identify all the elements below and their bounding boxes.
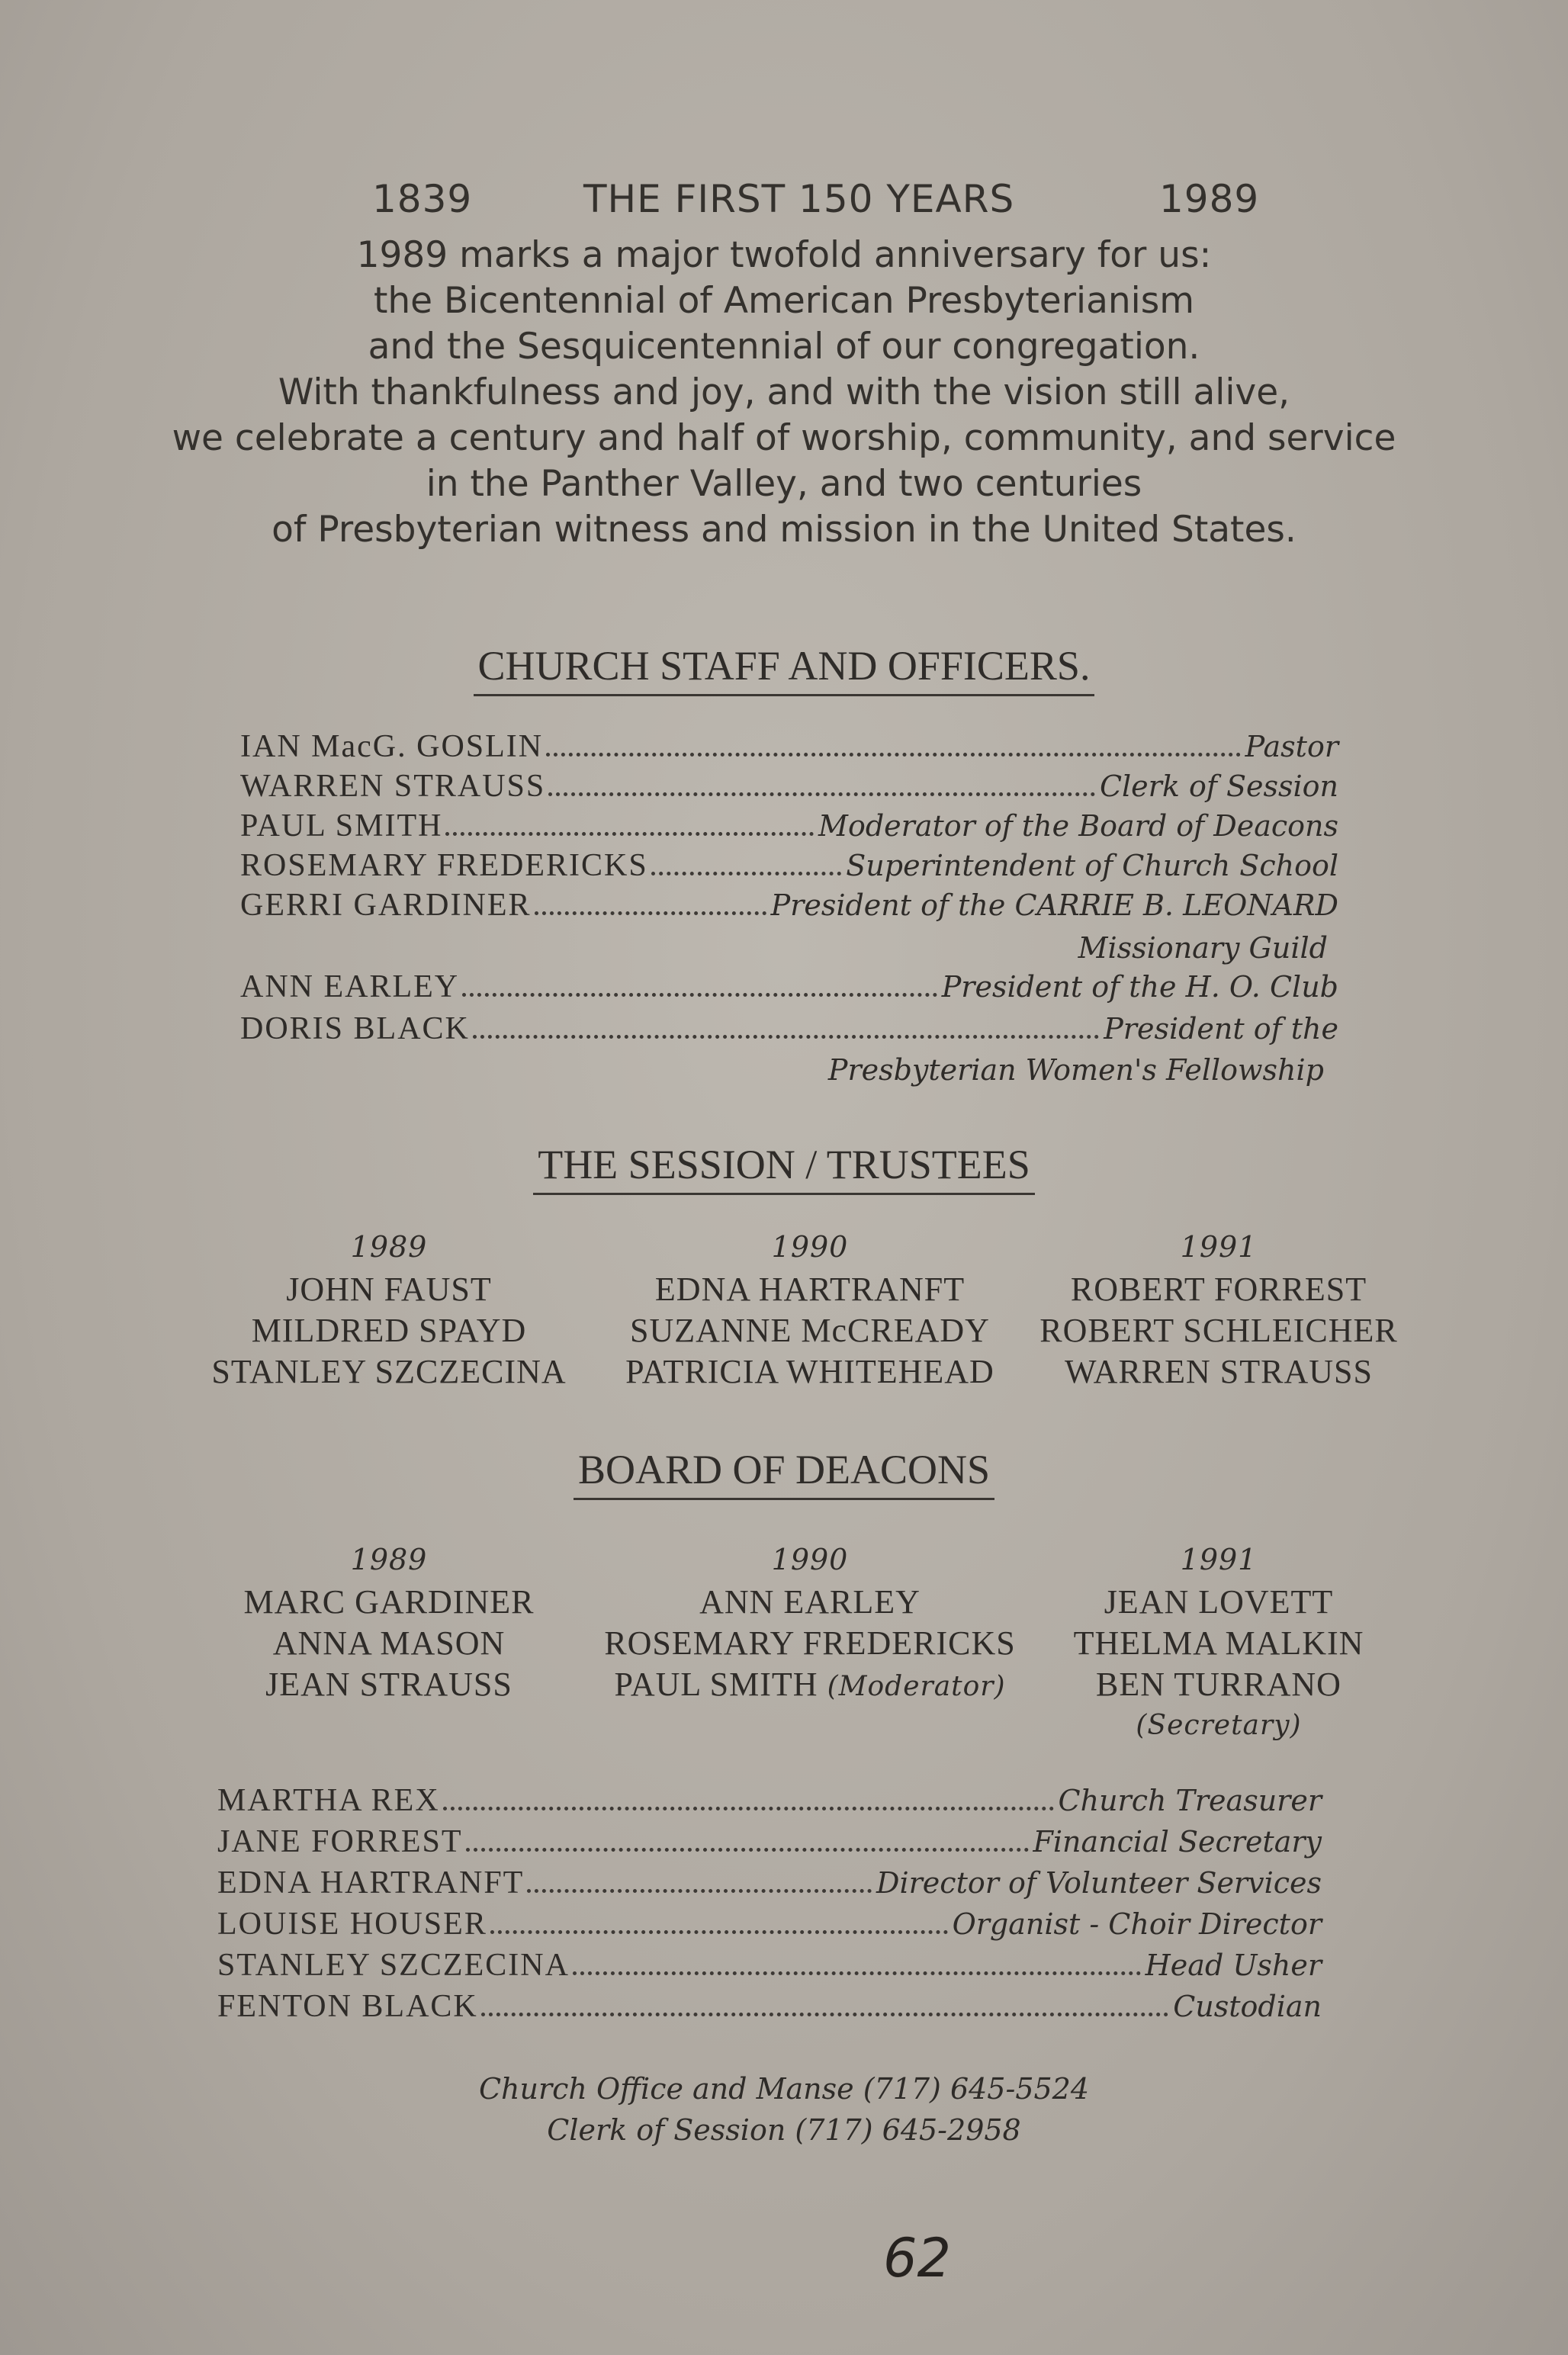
intro-line: we celebrate a century and half of worship, community, and service (172, 417, 1396, 459)
staff-row: PAUL SMITH Moderator of the Board of Deacons (240, 808, 1338, 843)
staff-row: GERRI GARDINER President of the CARRIE B. LEONARD (240, 888, 1338, 923)
column-year: 1989 (350, 1543, 428, 1576)
member-name: MARC GARDINER (243, 1583, 535, 1621)
member-name: JOHN FAUST (286, 1271, 492, 1308)
officer-row: STANLEY SZCZECINA Head Usher (217, 1948, 1322, 1983)
staff-row: ANN EARLEY President of the H. O. Club (240, 969, 1338, 1004)
staff-row: DORIS BLACK President of the (240, 1011, 1338, 1046)
church-office-phone: Church Office and Manse (717) 645-5524 (478, 2072, 1090, 2106)
column-year: 1990 (771, 1230, 849, 1264)
member-name: SUZANNE McCREADY (630, 1312, 990, 1349)
page-number: 62 (883, 2227, 952, 2289)
column-year: 1991 (1180, 1230, 1258, 1264)
member-name: MILDRED SPAYD (251, 1312, 527, 1349)
member-name: WARREN STRAUSS (1065, 1353, 1373, 1390)
member-name: THELMA MALKIN (1073, 1624, 1364, 1662)
column-year: 1989 (350, 1230, 428, 1264)
intro-line: 1989 marks a major twofold anniversary for us: (356, 234, 1212, 276)
member-name: ROBERT FORREST (1070, 1271, 1367, 1308)
member-name-with-note: PAUL SMITH (Moderator) (614, 1666, 1006, 1703)
member-name: ANN EARLEY (699, 1583, 921, 1621)
member-name: STANLEY SZCZECINA (211, 1353, 567, 1390)
page-title: THE FIRST 150 YEARS (583, 177, 1015, 221)
staff-row: WARREN STRAUSS Clerk of Session (240, 769, 1338, 804)
intro-line: in the Panther Valley, and two centuries (426, 463, 1142, 505)
staff-role-continuation: Missionary Guild (1078, 931, 1328, 965)
secretary-note: (Secretary) (1136, 1710, 1302, 1741)
member-name: ANNA MASON (272, 1624, 506, 1662)
officer-row: FENTON BLACK Custodian (217, 1989, 1322, 2024)
intro-line: the Bicentennial of American Presbyterianism (373, 280, 1195, 322)
intro-paragraph (153, 233, 1415, 553)
deacons-column-1990 (596, 1539, 1023, 1708)
deacons-column-1989 (175, 1539, 602, 1705)
session-column-1990 (596, 1226, 1023, 1393)
year-right: 1989 (1159, 177, 1260, 221)
member-name: ROBERT SCHLEICHER (1039, 1312, 1398, 1349)
session-section-title: THE SESSION / TRUSTEES (0, 1141, 1568, 1195)
session-column-1989 (175, 1226, 602, 1393)
deacons-section-title: BOARD OF DEACONS (0, 1446, 1568, 1500)
staff-section-title: CHURCH STAFF AND OFFICERS. (0, 642, 1568, 696)
officer-row: MARTHA REX Church Treasurer (217, 1783, 1322, 1818)
deacons-column-1991 (1005, 1539, 1432, 1746)
officer-row: EDNA HARTRANFT Director of Volunteer Services (217, 1865, 1322, 1900)
clerk-phone: Clerk of Session (717) 645-2958 (547, 2113, 1021, 2147)
staff-row: ROSEMARY FREDERICKS Superintendent of Church School (240, 848, 1338, 883)
contact-block (0, 2068, 1568, 2151)
moderator-note: (Moderator) (827, 1671, 1006, 1702)
column-year: 1991 (1180, 1543, 1258, 1576)
member-name: PATRICIA WHITEHEAD (625, 1353, 994, 1390)
staff-role-continuation: Presbyterian Women's Fellowship (827, 1053, 1324, 1087)
officer-row: JANE FORREST Financial Secretary (217, 1824, 1322, 1859)
staff-row: IAN MacG. GOSLIN Pastor (240, 729, 1338, 764)
intro-line: With thankfulness and joy, and with the vision still alive, (278, 371, 1290, 413)
member-name: BEN TURRANO (1096, 1666, 1341, 1703)
intro-line: of Presbyterian witness and mission in the United States. (272, 509, 1296, 551)
member-name: ROSEMARY FREDERICKS (604, 1624, 1016, 1662)
member-name: JEAN LOVETT (1104, 1583, 1334, 1621)
member-name: EDNA HARTRANFT (654, 1271, 966, 1308)
officer-row: LOUISE HOUSER Organist - Choir Director (217, 1907, 1322, 1942)
member-name: JEAN STRAUSS (265, 1666, 512, 1703)
column-year: 1990 (771, 1543, 849, 1576)
year-left: 1839 (372, 177, 473, 221)
session-column-1991 (1005, 1226, 1432, 1393)
intro-line: and the Sesquicentennial of our congregation. (368, 326, 1200, 368)
